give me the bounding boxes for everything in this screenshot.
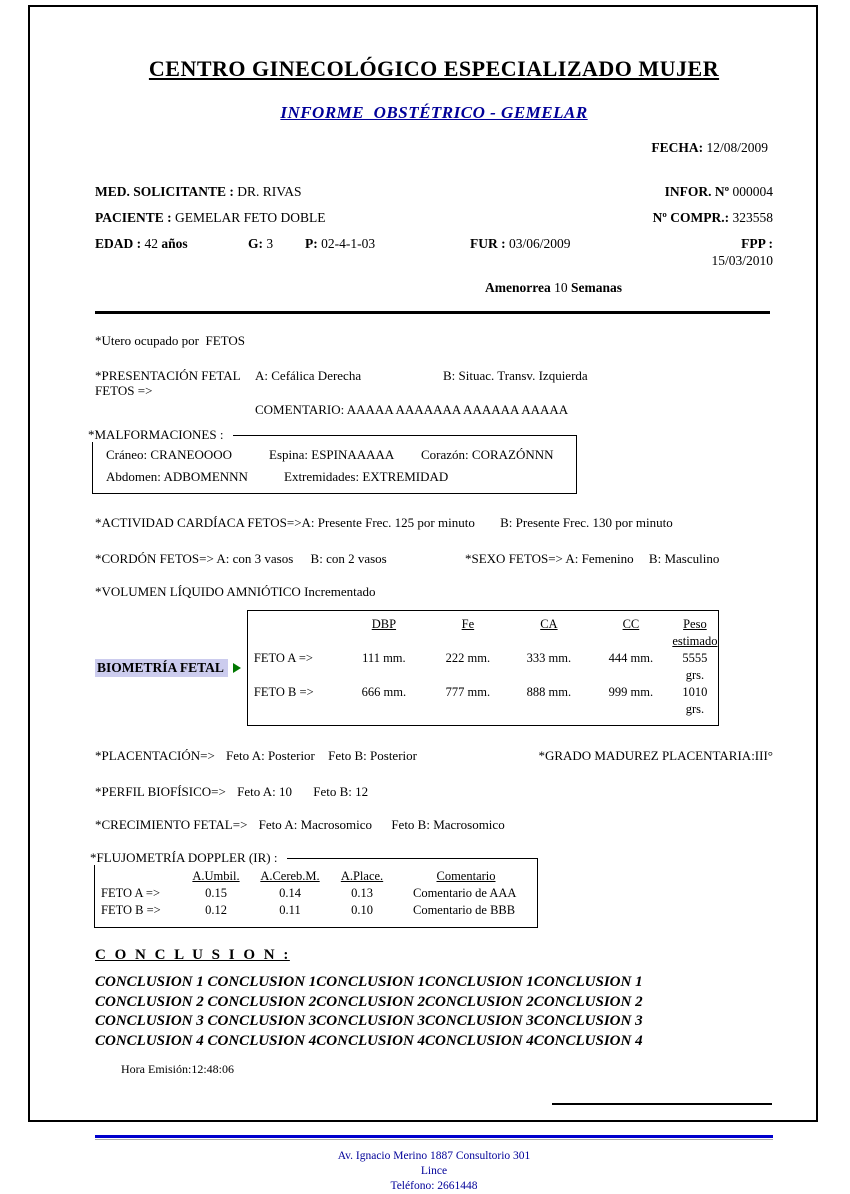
green-arrow-icon	[233, 663, 241, 673]
abdomen-value: ADBOMENNN	[163, 469, 248, 484]
clinic-name: CENTRO GINECOLÓGICO ESPECIALIZADO MUJER	[148, 56, 720, 81]
sexo-field	[465, 551, 719, 566]
corazon-label: Corazón:	[421, 447, 469, 462]
hora-emision: Hora Emisión:12:48:06	[121, 1062, 234, 1076]
infor-number-value: 000004	[732, 184, 773, 199]
feto-a-ca: 333 mm.	[526, 651, 572, 665]
doppler-header-row	[101, 868, 537, 885]
infor-number	[665, 183, 773, 200]
patient-row-medico	[95, 183, 773, 200]
crecimiento-fetal-line	[95, 817, 773, 832]
biometria-col-fe: Fe	[461, 617, 475, 631]
perfil-label: *PERFIL BIOFÍSICO=>	[95, 784, 226, 799]
malformaciones-row-1	[106, 447, 576, 462]
amenorrea-label: Amenorrea	[485, 280, 551, 295]
placentacion-label: *PLACENTACIÓN=>	[95, 748, 215, 763]
actividad-label: *ACTIVIDAD CARDÍACA FETOS=>	[95, 515, 302, 530]
placentacion-feto-a: Feto A: Posterior	[226, 748, 315, 763]
malformaciones-box	[88, 427, 577, 494]
placentacion-field	[95, 748, 417, 763]
report-content	[88, 7, 773, 1194]
doppler-col-place: A.Place.	[340, 869, 384, 883]
biometria-table	[247, 610, 719, 726]
placentacion-feto-b: Feto B: Posterior	[328, 748, 417, 763]
doppler-feto-b-umbil: 0.12	[205, 903, 227, 917]
doppler-feto-a-comentario: Comentario de AAA	[413, 886, 517, 900]
cordon-sexo-line	[95, 551, 773, 566]
utero-label: *Utero ocupado por	[95, 333, 199, 348]
utero-line	[95, 333, 773, 348]
cordon-field	[95, 551, 465, 566]
paciente-value: GEMELAR FETO DOBLE	[175, 210, 326, 225]
fpp-label: FPP :	[741, 236, 773, 251]
doppler-feto-a-place: 0.13	[351, 886, 373, 900]
doppler-feto-b-cereb: 0.11	[279, 903, 301, 917]
espina-field	[269, 447, 421, 462]
abdomen-field	[106, 469, 284, 484]
amenorrea-unit: Semanas	[570, 280, 622, 295]
section-divider-rule	[95, 311, 770, 314]
paciente-label: PACIENTE :	[95, 210, 172, 225]
conclusion-heading: C O N C L U S I O N :	[95, 947, 290, 963]
doppler-feto-a-umbil: 0.15	[205, 886, 227, 900]
sexo-feto-b: B: Masculino	[648, 551, 720, 566]
sexo-label: *SEXO FETOS=>	[465, 551, 563, 566]
footer-address: Av. Ignacio Merino 1887 Consultorio 301	[337, 1150, 531, 1162]
fecha-value: 12/08/2009	[706, 140, 768, 155]
fur-label: FUR :	[470, 236, 506, 251]
comprobante-number	[653, 209, 773, 226]
feto-b-peso: 1010 grs.	[682, 685, 708, 716]
presentacion-label: *PRESENTACIÓN FETAL FETOS =>	[95, 368, 241, 398]
paridad-value: 02-4-1-03	[321, 236, 376, 251]
footer-district: Lince	[420, 1165, 448, 1177]
amenorrea-field	[95, 279, 773, 296]
doppler-box	[90, 850, 538, 928]
presentacion-comentario: COMENTARIO: AAAAA AAAAAAA AAAAAA AAAAA	[255, 402, 569, 417]
footer-block	[95, 1149, 773, 1194]
biometria-label: BIOMETRÍA FETAL	[95, 659, 228, 677]
doppler-row-feto-a	[101, 885, 537, 902]
doppler-col-cereb: A.Cereb.M.	[260, 869, 320, 883]
crecimiento-feto-b: Feto B: Macrosomico	[391, 817, 505, 832]
med-solicitante-value: DR. RIVAS	[237, 184, 302, 199]
fur-field	[470, 235, 685, 269]
presentacion-line	[95, 368, 773, 398]
doppler-feto-b-comentario: Comentario de BBB	[413, 903, 516, 917]
fecha-row	[95, 140, 773, 156]
doppler-label: *FLUJOMETRÍA DOPPLER (IR) :	[90, 851, 287, 865]
doppler-feto-a-cereb: 0.14	[279, 886, 301, 900]
feto-a-fe: 222 mm.	[445, 651, 491, 665]
patient-row-paciente	[95, 209, 773, 226]
doppler-feto-a-name: FETO A =>	[101, 886, 161, 900]
conclusion-line-3: CONCLUSION 3 CONCLUSION 3CONCLUSION 3CONCLUSION 3CONCLUSION 3	[95, 1013, 643, 1029]
paciente	[95, 209, 326, 226]
feto-b-dbp: 666 mm.	[361, 685, 407, 699]
doppler-row-feto-b	[101, 902, 537, 919]
footer-phone: Teléfono: 2661448	[390, 1180, 478, 1192]
espina-value: ESPINAAAAA	[311, 447, 395, 462]
abdomen-label: Abdomen:	[106, 469, 161, 484]
report-title: INFORME OBSTÉTRICO - GEMELAR	[280, 103, 588, 122]
feto-b-name: FETO B =>	[253, 685, 314, 699]
biometria-col-peso: Peso estimado	[672, 617, 718, 648]
biometria-col-dbp: DBP	[371, 617, 397, 631]
edad-field	[95, 235, 248, 269]
paridad-label: P:	[305, 236, 318, 251]
footer-rule	[95, 1135, 773, 1140]
perfil-biofisico-line	[95, 784, 773, 799]
feto-a-dbp: 111 mm.	[362, 651, 406, 665]
extremidades-label: Extremidades:	[284, 469, 360, 484]
presentacion-feto-a: A: Cefálica Derecha	[255, 368, 362, 383]
biometria-row-feto-b	[254, 684, 718, 718]
edad-value: 42	[144, 236, 158, 251]
doppler-col-umbil: A.Umbil.	[192, 869, 240, 883]
biometria-row-feto-a	[254, 650, 718, 684]
cordon-feto-a: A: con 3 vasos	[216, 551, 294, 566]
actividad-feto-b: B: Presente Frec. 130 por minuto	[500, 515, 673, 530]
edad-label: EDAD :	[95, 236, 142, 251]
patient-block	[95, 183, 773, 296]
extremidades-value: EXTREMIDAD	[362, 469, 449, 484]
cordon-feto-b: B: con 2 vasos	[310, 551, 387, 566]
biometria-col-cc: CC	[622, 617, 640, 631]
gestas-value: 3	[266, 236, 274, 251]
feto-a-peso: 5555 grs.	[682, 651, 708, 682]
actividad-feto-a: A: Presente Frec. 125 por minuto	[301, 515, 475, 530]
fur-value: 03/06/2009	[509, 236, 571, 251]
fecha-label: FECHA:	[651, 140, 704, 155]
crecimiento-feto-a: Feto A: Macrosomico	[258, 817, 373, 832]
placentacion-line	[95, 748, 773, 763]
med-solicitante-label: MED. SOLICITANTE :	[95, 184, 234, 199]
infor-number-label: INFOR. Nº	[664, 184, 730, 199]
fpp-field	[685, 235, 773, 269]
espina-label: Espina:	[269, 447, 308, 462]
malformaciones-row-2	[106, 469, 576, 484]
perfil-feto-a: Feto A: 10	[237, 784, 292, 799]
doppler-col-comentario: Comentario	[436, 869, 496, 883]
comprobante-value: 323558	[732, 210, 773, 225]
presentacion-feto-b: B: Situac. Transv. Izquierda	[443, 368, 588, 383]
fpp-value: 15/03/2010	[711, 253, 773, 268]
utero-value: FETOS	[205, 333, 245, 348]
volumen-label: *VOLUMEN LÍQUIDO AMNIÓTICO	[95, 584, 301, 599]
comprobante-label: Nº COMPR.:	[652, 210, 730, 225]
edad-unit: años	[161, 236, 188, 251]
perfil-feto-b: Feto B: 12	[313, 784, 369, 799]
gestas-field	[248, 235, 305, 269]
craneo-value: CRANEOOOO	[150, 447, 233, 462]
corazon-field	[421, 447, 576, 462]
conclusion-line-2: CONCLUSION 2 CONCLUSION 2CONCLUSION 2CONCLUSION 2CONCLUSION 2	[95, 993, 643, 1010]
malformaciones-label: *MALFORMACIONES :	[88, 428, 233, 442]
craneo-label: Cráneo:	[106, 447, 148, 462]
craneo-field	[106, 447, 269, 462]
volumen-liquido-line	[95, 584, 773, 599]
amenorrea-value: 10	[554, 280, 568, 295]
paridad-field	[305, 235, 470, 269]
corazon-value: CORAZÓNNN	[471, 447, 554, 462]
feto-b-fe: 777 mm.	[445, 685, 491, 699]
gestas-label: G:	[248, 236, 263, 251]
crecimiento-label: *CRECIMIENTO FETAL=>	[95, 817, 248, 832]
biometria-section	[95, 610, 773, 726]
feto-b-ca: 888 mm.	[526, 685, 572, 699]
feto-a-name: FETO A =>	[253, 651, 313, 665]
patient-row-edad	[95, 235, 773, 269]
conclusion-line-1: CONCLUSION 1 CONCLUSION 1CONCLUSION 1CONCLUSION 1CONCLUSION 1	[95, 974, 643, 990]
extremidades-field	[284, 469, 576, 484]
feto-a-cc: 444 mm.	[608, 651, 654, 665]
volumen-value: Incrementado	[304, 584, 376, 599]
med-solicitante	[95, 183, 302, 200]
grado-madurez: *GRADO MADUREZ PLACENTARIA:III°	[538, 748, 773, 763]
conclusion-line-4: CONCLUSION 4 CONCLUSION 4CONCLUSION 4CONCLUSION 4CONCLUSION 4	[95, 1032, 643, 1049]
biometria-header-row	[254, 616, 718, 650]
signature-line	[552, 1103, 772, 1105]
actividad-cardiaca-line	[95, 515, 773, 530]
sexo-feto-a: A: Femenino	[565, 551, 634, 566]
doppler-feto-b-name: FETO B =>	[101, 903, 161, 917]
feto-b-cc: 999 mm.	[608, 685, 654, 699]
conclusion-text	[95, 973, 773, 1051]
cordon-label: *CORDÓN FETOS=>	[95, 551, 214, 566]
page-border-frame	[28, 5, 818, 1192]
doppler-feto-b-place: 0.10	[351, 903, 373, 917]
biometria-col-ca: CA	[540, 617, 558, 631]
